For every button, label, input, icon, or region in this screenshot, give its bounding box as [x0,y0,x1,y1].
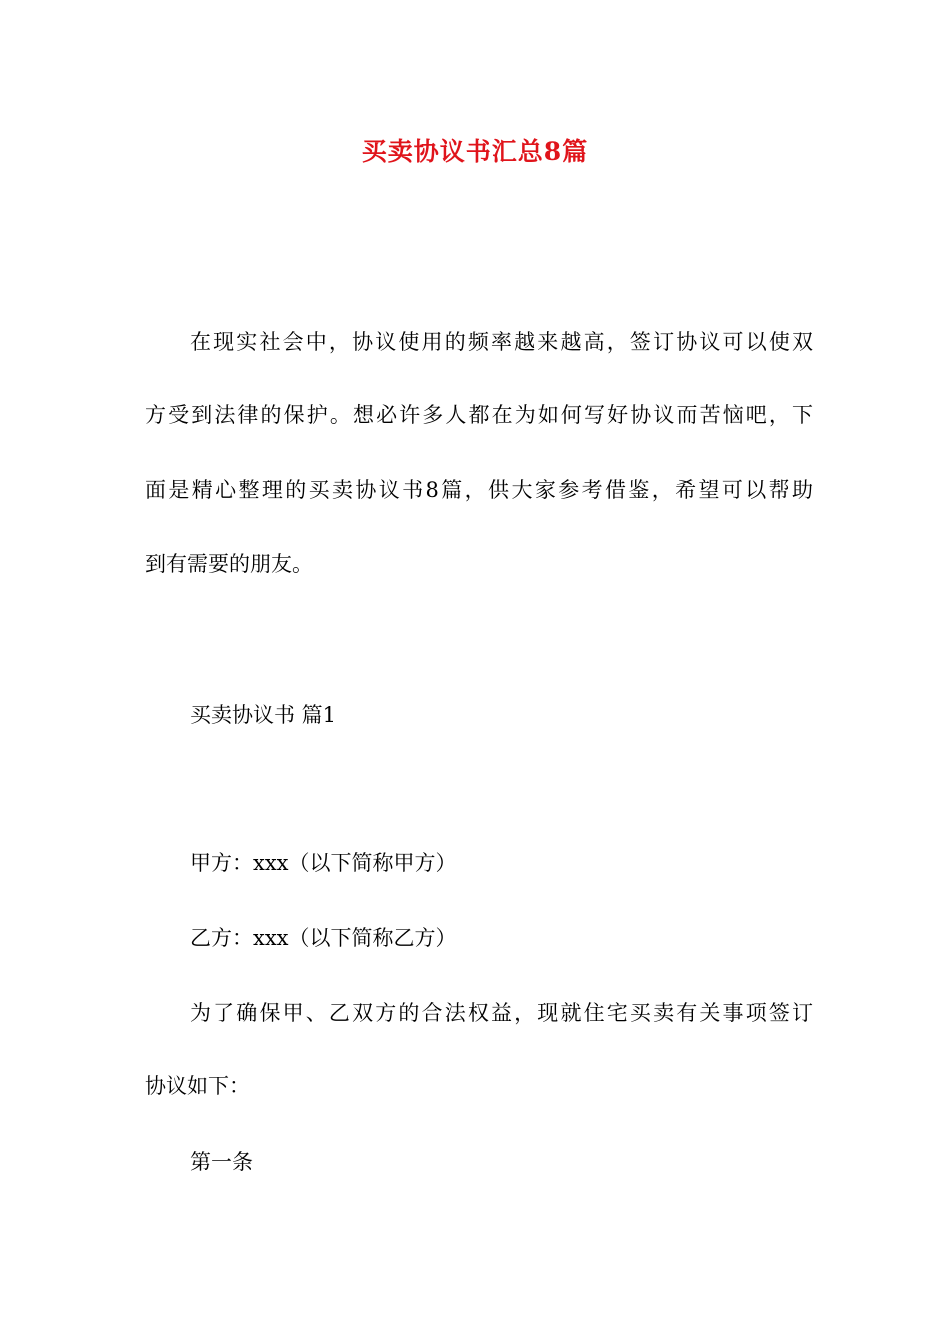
intro-line-4: 到有需要的朋友。 [145,552,313,576]
purpose-line-2: 协议如下： [145,1074,250,1098]
intro-line-3: 面是精心整理的买卖协议书8篇，供大家参考借鉴，希望可以帮助 [145,478,813,502]
party-b-line: 乙方：xxx（以下简称乙方） [190,926,457,950]
section-heading: 买卖协议书 篇1 [190,703,337,727]
intro-line-1: 在现实社会中，协议使用的频率越来越高，签订协议可以使双 [190,330,813,354]
purpose-line-1: 为了确保甲、乙双方的合法权益，现就住宅买卖有关事项签订 [190,1001,813,1025]
party-a-line: 甲方：xxx（以下简称甲方） [190,851,457,875]
intro-line-2: 方受到法律的保护。想必许多人都在为如何写好协议而苦恼吧，下 [145,403,813,427]
article-1-heading: 第一条 [190,1150,253,1174]
document-title: 买卖协议书汇总8篇 [361,137,589,166]
